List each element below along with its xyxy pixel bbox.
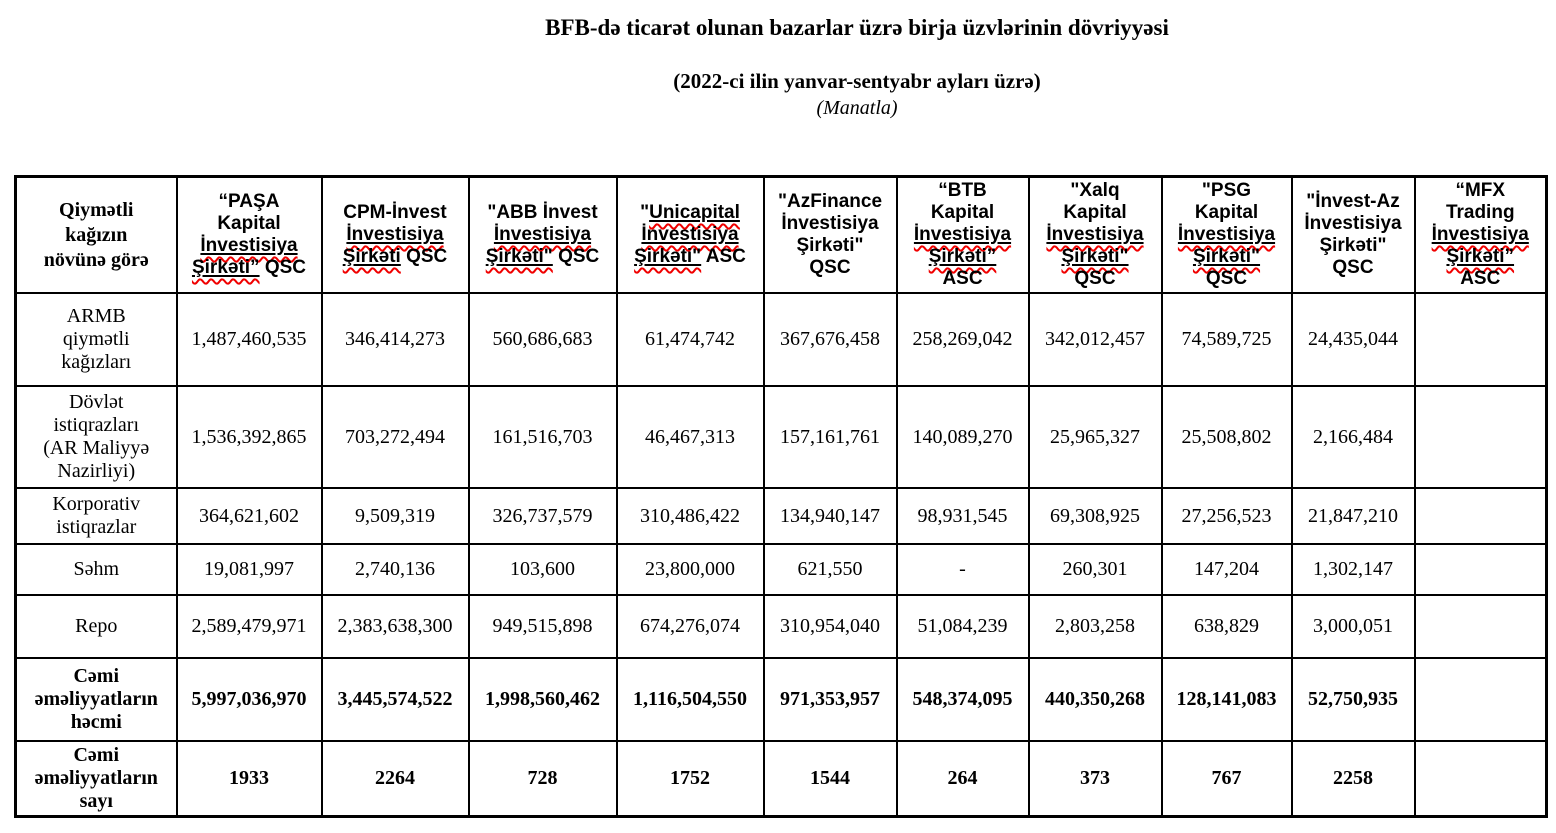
value-cell <box>1415 386 1547 488</box>
column-header-invest-az <box>1292 177 1415 294</box>
header-line: ASC <box>1460 268 1501 290</box>
value-cell: 2,166,484 <box>1292 386 1415 488</box>
value-cell: 1752 <box>617 741 764 817</box>
value-cell: 23,800,000 <box>617 544 764 595</box>
value-cell: 25,508,802 <box>1162 386 1292 488</box>
row-label <box>16 293 177 386</box>
spellcheck-underlined-word: Unicapital <box>649 202 740 224</box>
header-line: ASC <box>942 268 983 290</box>
spellcheck-underlined-word: İnvestisiya <box>1046 224 1144 246</box>
header-row <box>16 177 1547 294</box>
value-cell: 364,621,602 <box>177 488 322 544</box>
column-header-mfx-trading <box>1415 177 1547 294</box>
header-line <box>1419 246 1543 268</box>
value-cell <box>1415 658 1547 741</box>
header-line: QSC <box>1074 268 1116 290</box>
value-cell: 61,474,742 <box>617 293 764 386</box>
document-title-block <box>0 0 1556 120</box>
value-cell: 19,081,997 <box>177 544 322 595</box>
value-cell <box>1415 488 1547 544</box>
header-line: QSC <box>1205 268 1248 290</box>
value-cell: 2258 <box>1292 741 1415 817</box>
row-label <box>16 544 177 595</box>
value-cell: 310,486,422 <box>617 488 764 544</box>
header-line: növünə görə <box>43 248 149 271</box>
header-line: QSC <box>809 257 851 279</box>
value-cell: 674,276,074 <box>617 595 764 658</box>
value-cell: 161,516,703 <box>469 386 617 488</box>
row-label-line: həcmi <box>70 711 122 734</box>
value-cell: 703,272,494 <box>322 386 469 488</box>
value-cell: 971,353,957 <box>764 658 897 741</box>
value-cell <box>1415 741 1547 817</box>
spellcheck-underlined-word: Şirkəti” <box>1446 246 1515 268</box>
table-row <box>16 741 1547 817</box>
value-cell: 560,686,683 <box>469 293 617 386</box>
table-row <box>16 386 1547 488</box>
header-line <box>901 246 1025 268</box>
page-subtitle: (2022-ci ilin yanvar-sentyabr ayları üzrə) <box>673 68 1041 93</box>
value-cell: 728 <box>469 741 617 817</box>
value-cell: 3,445,574,522 <box>322 658 469 741</box>
value-cell: 157,161,761 <box>764 386 897 488</box>
header-line <box>1166 224 1288 246</box>
column-header-xalq-kapital <box>1029 177 1162 294</box>
header-line <box>1419 224 1543 246</box>
row-label-line: ARMB <box>66 305 126 328</box>
value-cell: 21,847,210 <box>1292 488 1415 544</box>
header-line: Şirkəti” QSC <box>191 257 307 279</box>
value-cell: 9,509,319 <box>322 488 469 544</box>
row-label-line: Korporativ <box>52 493 141 516</box>
header-line: Trading <box>1445 202 1515 224</box>
column-header-azfinance <box>764 177 897 294</box>
row-label <box>16 488 177 544</box>
row-label-line: sayı <box>79 790 113 813</box>
column-header-cpm-invest <box>322 177 469 294</box>
value-cell: 98,931,545 <box>897 488 1029 544</box>
value-cell <box>1415 293 1547 386</box>
value-cell: 260,301 <box>1029 544 1162 595</box>
row-label-line: Nazirliyi) <box>57 460 136 483</box>
table-body <box>16 293 1547 817</box>
value-cell: 342,012,457 <box>1029 293 1162 386</box>
table-row <box>16 595 1547 658</box>
value-cell <box>1415 544 1547 595</box>
header-line: "ABB İnvest <box>487 202 598 224</box>
header-line: "Unicapital <box>640 202 740 224</box>
spellcheck-underlined-word: İnvestisiya <box>913 224 1012 246</box>
value-cell: 25,965,327 <box>1029 386 1162 488</box>
corner-header-security-type <box>16 177 177 294</box>
value-cell: 767 <box>1162 741 1292 817</box>
header-line: CPM-İnvest <box>343 202 447 224</box>
row-label <box>16 386 177 488</box>
header-line: Şirkəti" <box>796 235 864 257</box>
row-label-line: Cəmi <box>73 744 120 767</box>
value-cell: 548,374,095 <box>897 658 1029 741</box>
value-cell: 128,141,083 <box>1162 658 1292 741</box>
row-label <box>16 595 177 658</box>
value-cell: 621,550 <box>764 544 897 595</box>
value-cell: - <box>897 544 1029 595</box>
value-cell: 1,998,560,462 <box>469 658 617 741</box>
currency-unit-note: (Manatla) <box>816 96 898 119</box>
header-line <box>1166 246 1288 268</box>
value-cell: 134,940,147 <box>764 488 897 544</box>
value-cell: 638,829 <box>1162 595 1292 658</box>
header-line: "PSG <box>1201 180 1252 201</box>
page-title: BFB-də ticarət olunan bazarlar üzrə birja üzvlərinin dövriyyəsi <box>545 15 1169 40</box>
column-header-abb-invest <box>469 177 617 294</box>
spellcheck-underlined-word: İnvestisiya <box>641 224 739 246</box>
column-header-pasha-kapital <box>177 177 322 294</box>
table-row <box>16 658 1547 741</box>
header-line: "İnvest-Az <box>1306 191 1400 213</box>
spellcheck-underlined-word: Şirkəti” <box>191 257 260 279</box>
spellcheck-underlined-word: Şirkəti <box>342 246 401 268</box>
header-line: İnvestisiya <box>1304 213 1402 235</box>
value-cell: 140,089,270 <box>897 386 1029 488</box>
value-cell: 367,676,458 <box>764 293 897 386</box>
row-label <box>16 658 177 741</box>
value-cell: 1,536,392,865 <box>177 386 322 488</box>
header-line <box>181 235 318 257</box>
value-cell: 46,467,313 <box>617 386 764 488</box>
value-cell: 103,600 <box>469 544 617 595</box>
row-label-line: əməliyyatların <box>34 688 158 711</box>
header-line: QSC <box>1332 257 1374 279</box>
spellcheck-underlined-word: Şirkəti" <box>634 246 702 268</box>
row-label-line: istiqrazları <box>53 414 140 437</box>
spellcheck-underlined-word: İnvestisiya <box>346 224 444 246</box>
spellcheck-underlined-word: İnvestisiya <box>200 235 298 257</box>
header-line: Şirkəti" ASC <box>634 246 746 268</box>
value-cell: 74,589,725 <box>1162 293 1292 386</box>
row-label-line: qiymətli <box>62 328 130 351</box>
header-line <box>901 224 1025 246</box>
value-cell: 258,269,042 <box>897 293 1029 386</box>
column-header-btb-kapital <box>897 177 1029 294</box>
value-cell: 1,302,147 <box>1292 544 1415 595</box>
value-cell: 24,435,044 <box>1292 293 1415 386</box>
row-label-line: kağızları <box>61 351 132 374</box>
header-line: “MFX <box>1455 180 1506 201</box>
header-line: Qiymətli <box>59 198 134 221</box>
row-label-line: Səhm <box>73 558 120 581</box>
column-header-unicapital <box>617 177 764 294</box>
value-cell: 2,740,136 <box>322 544 469 595</box>
value-cell: 2,803,258 <box>1029 595 1162 658</box>
value-cell: 69,308,925 <box>1029 488 1162 544</box>
value-cell: 147,204 <box>1162 544 1292 595</box>
header-line: İnvestisiya <box>781 213 879 235</box>
header-line <box>326 224 465 246</box>
value-cell: 1,487,460,535 <box>177 293 322 386</box>
column-header-psg-kapital <box>1162 177 1292 294</box>
header-line <box>621 224 760 246</box>
spellcheck-underlined-word: Şirkəti" <box>485 246 553 268</box>
value-cell: 3,000,051 <box>1292 595 1415 658</box>
value-cell: 264 <box>897 741 1029 817</box>
spellcheck-underlined-word: Şirkəti" <box>1192 246 1261 268</box>
spellcheck-underlined-word: İnvestisiya <box>1431 224 1529 246</box>
header-line: "Xalq <box>1070 180 1120 201</box>
value-cell <box>1415 595 1547 658</box>
header-line: Kapital <box>930 202 995 224</box>
header-line: Kapital <box>217 213 281 235</box>
header-line: "AzFinance <box>777 191 883 213</box>
row-label-line: Dövlət <box>69 391 124 414</box>
table-row <box>16 293 1547 386</box>
header-line: kağızın <box>65 223 128 246</box>
value-cell: 373 <box>1029 741 1162 817</box>
header-line <box>1033 246 1158 268</box>
value-cell: 52,750,935 <box>1292 658 1415 741</box>
row-label-line: əməliyyatların <box>34 767 158 790</box>
row-label-line: Repo <box>75 615 118 638</box>
value-cell: 440,350,268 <box>1029 658 1162 741</box>
value-cell: 2,383,638,300 <box>322 595 469 658</box>
header-line <box>473 224 613 246</box>
header-line: Şirkəti" QSC <box>485 246 600 268</box>
value-cell: 949,515,898 <box>469 595 617 658</box>
row-label <box>16 741 177 817</box>
header-line: Kapital <box>1194 202 1259 224</box>
row-label-line: (AR Maliyyə <box>43 437 150 460</box>
value-cell: 2264 <box>322 741 469 817</box>
spellcheck-underlined-word: İnvestisiya <box>1177 224 1276 246</box>
value-cell: 2,589,479,971 <box>177 595 322 658</box>
value-cell: 51,084,239 <box>897 595 1029 658</box>
row-label-line: Cəmi <box>73 665 120 688</box>
value-cell: 5,997,036,970 <box>177 658 322 741</box>
value-cell: 346,414,273 <box>322 293 469 386</box>
table-row <box>16 544 1547 595</box>
table-row <box>16 488 1547 544</box>
value-cell: 1544 <box>764 741 897 817</box>
header-line: “PAŞA <box>218 191 280 213</box>
header-line <box>1033 224 1158 246</box>
value-cell: 1,116,504,550 <box>617 658 764 741</box>
header-line: Kapital <box>1063 202 1127 224</box>
spellcheck-underlined-word: Şirkəti" <box>1061 246 1129 268</box>
value-cell: 1933 <box>177 741 322 817</box>
header-line: “BTB <box>938 180 987 201</box>
header-line: Şirkəti QSC <box>342 246 448 268</box>
header-line: Şirkəti" <box>1319 235 1387 257</box>
value-cell: 310,954,040 <box>764 595 897 658</box>
spellcheck-underlined-word: Şirkəti” <box>928 246 997 268</box>
row-label-line: istiqrazlar <box>56 516 137 539</box>
spellcheck-underlined-word: İnvestisiya <box>493 224 592 246</box>
value-cell: 326,737,579 <box>469 488 617 544</box>
table-header <box>16 177 1547 294</box>
value-cell: 27,256,523 <box>1162 488 1292 544</box>
turnover-table <box>14 175 1548 818</box>
